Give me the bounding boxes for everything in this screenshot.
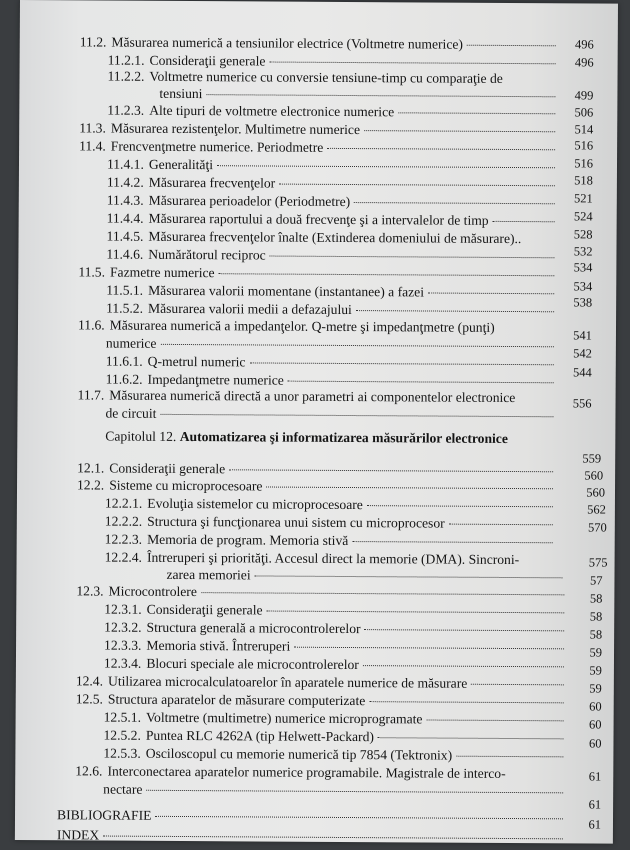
section-number: 12.5.2. (103, 727, 141, 743)
chapter-prefix: Capitolul 12. (105, 428, 177, 444)
leader-dots (229, 469, 553, 472)
section-title: INDEX (56, 827, 100, 843)
section-title-continuation: de circuit (105, 405, 157, 421)
section-number: 11.7. (77, 387, 105, 403)
section-title: Măsurarea valorii medii a defazajului (147, 300, 352, 318)
page-number: 541 (573, 328, 593, 343)
section-title: Fazmetre numerice (109, 264, 215, 281)
leader-dots (352, 541, 552, 543)
page-number: 559 (582, 451, 602, 466)
page-number: 521 (574, 191, 593, 206)
page-number: 59 (589, 663, 602, 678)
section-number: 12.5.3. (103, 745, 141, 761)
leader-dots (426, 719, 563, 721)
leader-dots (364, 130, 555, 132)
leader-dots (398, 112, 555, 114)
section-title: Q-metrul numeric (147, 353, 246, 370)
section-title: Consideraţii generale (149, 52, 266, 69)
section-title: Memoria de program. Memoria stivă (147, 531, 349, 549)
section-number: 12.2.1. (104, 495, 143, 511)
page-number: 556 (572, 396, 592, 411)
section-title-continuation: nectare (103, 781, 143, 797)
leader-dots (369, 701, 563, 703)
leader-dots (201, 592, 564, 595)
section-number: 12.2.3. (104, 531, 143, 547)
section-title: Măsurarea raportului a două frecvenţe şi a intervalelor de timp (148, 210, 489, 228)
section-title: Consideraţii generale (146, 601, 263, 618)
section-number: 11.4. (79, 138, 106, 154)
page-number: 496 (574, 55, 594, 70)
page-number: 524 (573, 209, 593, 224)
section-title: Structura şi funcţionarea unui sistem cu microprocesor (147, 513, 445, 531)
section-title: Memoria stivă. Întreruperi (146, 637, 291, 654)
book-page (15, 0, 618, 844)
leader-dots (367, 505, 553, 507)
leader-dots (288, 381, 554, 384)
page-number: 59 (589, 681, 602, 696)
section-number: 11.4.1. (106, 156, 144, 172)
section-title: Generalităţi (148, 156, 214, 173)
section-number: 11.6.1. (105, 353, 143, 369)
section-number: 12.2.4. (104, 549, 143, 565)
section-number: 12.2.2. (104, 513, 143, 529)
page-number: 570 (587, 520, 607, 535)
section-number: 11.2.3. (107, 102, 145, 118)
section-title: Impedanţmetre numerice (147, 371, 284, 388)
leader-dots (255, 575, 563, 578)
section-number: 12.5. (75, 691, 103, 707)
page-number: 560 (584, 468, 604, 483)
leader-dots (365, 629, 565, 631)
section-title: Măsurarea perioadelor (Periodmetre) (148, 192, 351, 210)
page-number: 528 (573, 227, 593, 242)
section-number: 11.2.2. (107, 68, 145, 84)
section-title: Structura generală a microcontrolerelor (146, 619, 361, 637)
section-number: 12.2. (76, 477, 105, 493)
section-title: Microcontrolere (108, 583, 197, 600)
page-number: 575 (588, 555, 608, 570)
leader-dots (155, 816, 563, 819)
section-title: Măsurarea numerică directă a unor parametri ai componentelor electronice (109, 387, 516, 406)
page-number: 532 (573, 244, 593, 259)
section-title: Evoluţia sistemelor cu microprocesoare (147, 495, 363, 513)
section-title: Măsurarea rezistenţelor. Multimetre numerice (110, 120, 361, 138)
leader-dots (493, 221, 555, 222)
section-title: Măsurarea valorii momentane (instantanee) a fazei (148, 282, 425, 300)
leader-dots (356, 310, 554, 312)
page-number: 499 (574, 88, 594, 103)
section-number: 12.3.4. (103, 655, 142, 671)
section-title: Măsurarea frecvenţelor (148, 174, 276, 191)
section-number: 11.2. (79, 34, 107, 50)
page-number: 516 (574, 156, 594, 171)
section-number: 11.6.2. (105, 371, 143, 387)
leader-dots (219, 273, 555, 276)
section-title: Consideraţii generale (109, 460, 226, 477)
section-number: 11.3. (79, 120, 106, 136)
section-title: Măsurarea numerică a tensiunilor electrice (Voltmetre numerice) (111, 34, 463, 52)
section-title: Întreruperi şi priorităţi. Accesul direct la memorie (DMA). Sincroni- (146, 549, 520, 568)
section-number: 11.6. (77, 317, 105, 333)
leader-dots (327, 148, 555, 150)
page-number: 60 (589, 699, 602, 714)
section-number: 11.4.4. (106, 210, 144, 226)
section-title: Frencvenţmetre numerice. Periodmetre (110, 138, 324, 155)
page-number: 518 (574, 173, 593, 188)
page-number: 60 (588, 736, 602, 751)
section-number: 12.4. (75, 673, 104, 689)
section-title: Voltmetre numerice cu conversie tensiune-timp cu comparaţie de (149, 68, 503, 86)
page-number: 59 (589, 645, 603, 660)
page-number: 58 (589, 609, 603, 624)
section-number: 12.6. (75, 763, 103, 779)
leader-dots (160, 344, 553, 347)
section-title-continuation: zarea memoriei (166, 566, 251, 583)
page-number: 61 (588, 797, 602, 812)
leader-dots (146, 790, 563, 794)
section-number: 11.4.5. (106, 228, 144, 244)
section-title: Măsurarea frecvenţelor înalte (Extinderea domeniului de măsurare).. (148, 228, 522, 247)
section-number: 12.5.1. (103, 709, 142, 725)
page-number: 496 (574, 37, 594, 52)
page-number: 58 (589, 627, 603, 642)
leader-dots (378, 737, 564, 739)
chapter-title: Automatizarea şi informatizarea măsurărilor electronice (179, 428, 508, 446)
leader-dots (279, 184, 555, 187)
section-title: Interconectarea aparatelor numerice programabile. Magistrale de interco- (107, 763, 506, 781)
section-title: Voltmetre (multimetre) numerice microprogramate (145, 709, 423, 727)
page-number: 544 (572, 365, 592, 380)
page-number: 57 (589, 573, 603, 588)
section-number: 11.4.3. (106, 192, 144, 208)
page-number: 60 (589, 717, 602, 732)
section-title: Structura aparatelor de măsurare computerizate (107, 691, 366, 709)
section-title: Puntea RLC 4262A (tip Helwett-Packard) (145, 727, 374, 745)
section-number: 12.3. (76, 583, 104, 599)
page-number: 538 (573, 295, 593, 310)
leader-dots (270, 256, 555, 259)
leader-dots (267, 611, 565, 614)
leader-dots (206, 94, 555, 97)
page-number: 58 (589, 591, 603, 606)
section-number: 11.5.1. (106, 282, 144, 298)
page-number: 534 (573, 279, 593, 294)
page-number: 516 (574, 138, 594, 153)
section-title: Alte tipuri de voltmetre electronice numerice (149, 102, 395, 120)
leader-dots (363, 665, 564, 667)
section-title: Sisteme cu microprocesoare (109, 477, 263, 494)
section-number: 12.3.2. (104, 619, 142, 635)
section-number: 11.5. (78, 264, 106, 280)
leader-dots (428, 292, 554, 294)
chapter-heading (105, 429, 508, 447)
leader-dots (266, 487, 553, 490)
page-number: 562 (587, 502, 606, 517)
section-number: 11.4.6. (106, 246, 144, 262)
section-title: Numărătorul reciproc (148, 246, 266, 263)
page-number: 61 (588, 817, 602, 832)
leader-dots (354, 202, 555, 204)
page-number: 61 (588, 769, 602, 784)
section-title: Utilizarea microcalculatoarelor în aparatele numerice de măsurare (107, 673, 468, 691)
leader-dots (249, 362, 553, 365)
section-number: 12.3.3. (104, 637, 142, 653)
toc-entry-11-7-cont (105, 403, 557, 428)
section-number: 12.1. (77, 460, 105, 476)
section-title-continuation: numerice (105, 335, 157, 351)
toc-entry-index[interactable] (57, 824, 567, 849)
leader-dots (467, 45, 556, 47)
leader-dots (449, 524, 553, 526)
toc-entry-12-6-cont (103, 779, 567, 804)
section-title-continuation: tensiuni (159, 85, 203, 102)
section-title: Măsurarea numerică a impedanţelor. Q-metre şi impedanţmetre (punţi) (109, 317, 495, 335)
section-number: 11.4.2. (106, 174, 144, 190)
leader-dots (294, 647, 564, 650)
section-title: BIBLIOGRAFIE (56, 807, 152, 823)
page-number: 560 (586, 485, 606, 500)
page-number: 534 (573, 260, 593, 275)
page-number: 506 (574, 105, 594, 120)
section-title: Osciloscopul cu memorie numerică tip 7854 (Tektronix) (145, 745, 453, 763)
leader-dots (103, 836, 563, 840)
page-number: 514 (574, 122, 594, 137)
leader-dots (471, 684, 564, 686)
leader-dots (217, 165, 555, 168)
section-title: Blocuri speciale ale microcontrolerelor (146, 655, 359, 673)
section-number: 11.5.2. (106, 300, 144, 316)
leader-dots (160, 414, 553, 417)
section-number: 11.2.1. (107, 52, 145, 68)
section-number: 12.3.1. (104, 601, 142, 617)
page-number: 542 (573, 346, 592, 361)
leader-dots (269, 62, 555, 65)
leader-dots (456, 756, 563, 758)
